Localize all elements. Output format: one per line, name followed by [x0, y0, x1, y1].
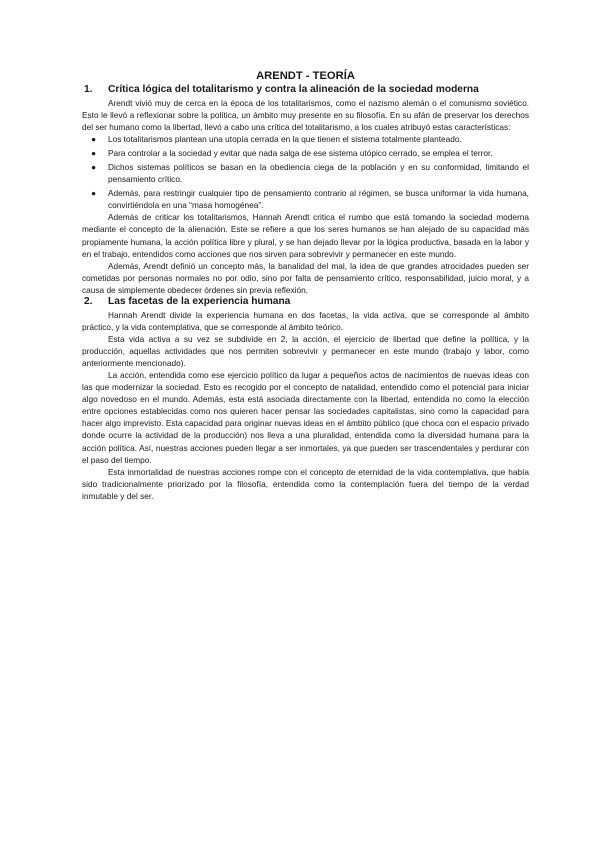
list-item: [91, 161, 529, 185]
paragraph: Hannah Arendt divide la experiencia humana en dos facetas, la vida activa, que se corresponde al ámbito práctico, y la vida contemplativa, que se corresponde al ámbito teórico.: [82, 309, 529, 332]
paragraph: Además de criticar los totalitarismos, Hannah Arendt critica el rumbo que está tomando la sociedad moderna mediante el concepto de la alienación. Este se refiere a que los seres humanos se han alejado de su capacidad más propiamente humana, la acción política libre y plural, y se han dejado llevar por la lógica productiva, basada en la labor y en el trabajo, entendidos como acciones que nos sirven para sobrevivir y permanecer en este mundo.: [82, 212, 529, 259]
section-number: 2.: [84, 296, 93, 307]
list-item: [91, 133, 529, 145]
section-title: Crítica lógica del totalitarismo y contra la alineación de la sociedad moderna: [108, 84, 479, 95]
section-heading: [82, 84, 529, 97]
bullet-icon: ●: [91, 161, 97, 172]
paragraph: Esta inmortalidad de nuestras acciones rompe con el concepto de eternidad de la vida contemplativa, que había sido tradicionalmente priorizado por la filosofía, entendida como la contemplación fuera del tiempo de la verdad inmutable y del ser.: [82, 466, 529, 501]
section-heading: [82, 296, 529, 309]
bullet-icon: ●: [91, 188, 97, 199]
document-title: ARENDT - TEORÍA: [256, 70, 355, 82]
bullet-icon: ●: [91, 147, 97, 158]
list-item-text: Para controlar a la sociedad y evitar que nada salga de ese sistema utópico cerrado, se emplea el terror.: [108, 147, 493, 158]
section-number: 1.: [84, 84, 93, 95]
paragraph: Arendt vivió muy de cerca en la época de los totalitarismos, como el nazismo alemán o el comunismo soviético. Esto le llevó a reflexionar sobre la política, un ámbito muy presente en su filosofía. En su afán de preservar los derechos del ser humano como la libertad, llevó a cabo una crítica del totalitarismo, a los cuales atribuyó estas características:: [82, 97, 529, 132]
paragraph: Además, Arendt definió un concepto más, la banalidad del mal, la idea de que grandes atrocidades pueden ser cometidas por personas normales no por odio, sino por falta de pensamiento crítico, responsabilidad, juicio moral, y a causa de simplemente obedecer órdenes sin previa reflexión.: [82, 260, 529, 295]
bullet-icon: ●: [91, 133, 97, 144]
bullet-list: [82, 133, 529, 212]
list-item: [91, 147, 529, 159]
section-title: Las facetas de la experiencia humana: [108, 296, 291, 307]
paragraph: La acción, entendida como ese ejercicio político da lugar a pequeños actos de nacimientos de nuevas ideas con las que modernizar la sociedad. Esto es recogido por el concepto de natalidad, entendido como el potencial para iniciar algo novedoso en el mundo. Además, esta está asociada directamente con la libertad, entendida no como la elección entre opciones establecidas como nos quieren hacer pensar las sociedades capitalistas, sino como la capacidad para hacer algo imprevisto. Esta capacidad para originar nuevas ideas en el ámbito público (que choca con el espacio privado donde ocurre la actividad de la producción) nos lleva a una pluralidad, entendida como la diversidad humana para la acción política. Así, nuestras acciones pueden llegar a ser inmortales, ya que pueden ser trascendentales y perdurar con el paso del tiempo.: [82, 369, 529, 465]
list-item: [91, 187, 529, 211]
list-item-text: Además, para restringir cualquier tipo de pensamiento contrario al régimen, se busca uniformar la vida humana, convirtiéndola en una “masa homogénea”.: [108, 188, 529, 211]
list-item-text: Los totalitarismos plantean una utopía cerrada en la que tienen el sistema totalmente planteado.: [108, 133, 462, 144]
paragraph: Esta vida activa a su vez se subdivide en 2, la acción, el ejercicio de libertad que define la política, y la producción, aquellas actividades que nos permiten sobrevivir y permanecer en este mundo (trabajo y labor, como anteriormente mencionado).: [82, 333, 529, 368]
list-item-text: Dichos sistemas políticos se basan en la obediencia ciega de la población y en su conformidad, limitando el pensamiento crítico.: [108, 161, 529, 185]
